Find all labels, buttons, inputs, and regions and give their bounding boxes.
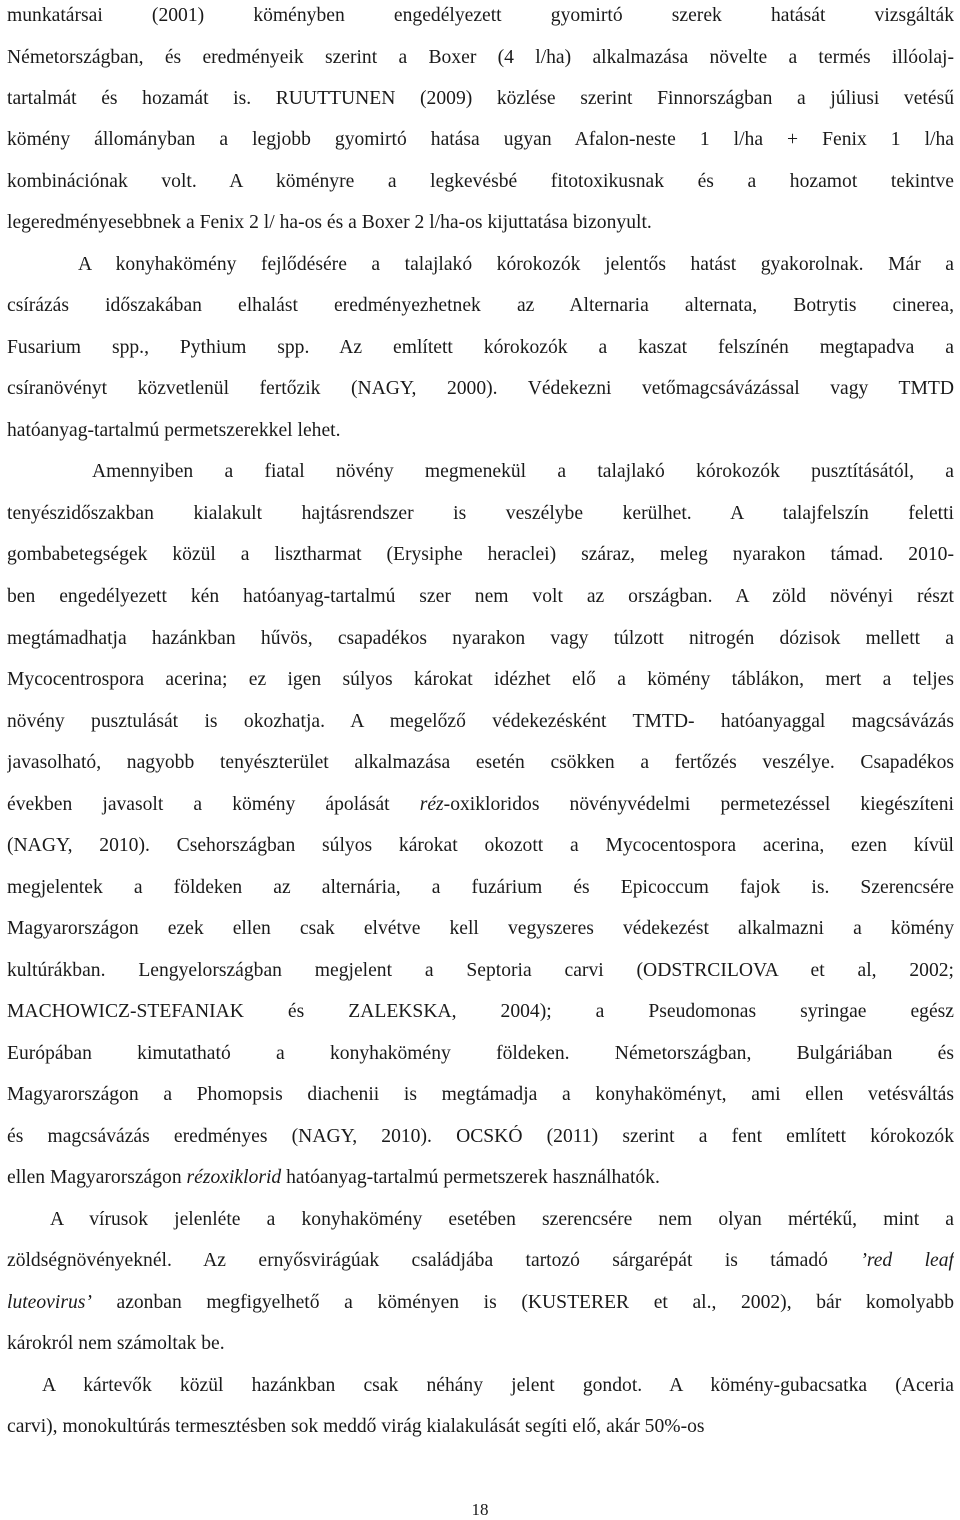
text-segment: tenyészidőszakban kialakult hajtásrendszer is veszélybe kerülhet. A talajfelszín feletti bbox=[7, 503, 954, 524]
text-segment: Mycocentrospora acerina; ez igen súlyos károkat idézhet elő a kömény táblákon, mert a teljes bbox=[7, 669, 954, 690]
text-line bbox=[7, 211, 954, 235]
text-segment: (NAGY, 2010). Csehországban súlyos károkat okozott a Mycocentospora acerina, ezen kívül bbox=[7, 835, 954, 856]
text-segment: legeredményesebbnek a Fenix 2 l/ ha-os és a Boxer 2 l/ha-os kijuttatása bizonyult. bbox=[7, 212, 652, 233]
text-line bbox=[7, 1125, 954, 1149]
text-line bbox=[7, 876, 954, 900]
text-line bbox=[7, 1000, 954, 1024]
text-line bbox=[78, 253, 954, 277]
page-number: 18 bbox=[471, 1500, 489, 1519]
text-segment: kultúrákban. Lengyelországban megjelent a Septoria carvi (ODSTRCILOVA et al, 2002; bbox=[7, 960, 954, 981]
text-segment: hatóanyag-tartalmú permetszerek használhatók. bbox=[281, 1167, 660, 1188]
text-segment: Magyarországon a Phomopsis diachenii is megtámadja a konyhaköményt, ami ellen vetésváltás bbox=[7, 1084, 954, 1105]
text-line bbox=[7, 1291, 954, 1315]
text-line bbox=[7, 585, 954, 609]
text-segment: Európában kimutatható a konyhakömény földeken. Németországban, Bulgáriában és bbox=[7, 1043, 954, 1064]
text-segment: károkról nem számoltak be. bbox=[7, 1333, 225, 1354]
text-line bbox=[7, 710, 954, 734]
text-line bbox=[92, 460, 954, 484]
text-line bbox=[7, 668, 954, 692]
text-segment: hatóanyag-tartalmú permetszerekkel lehet. bbox=[7, 420, 341, 441]
text-line bbox=[7, 959, 954, 983]
text-segment: megtámadhatja hazánkban hűvös, csapadékos nyarakon vagy túlzott nitrogén dózisok mellett a bbox=[7, 628, 954, 649]
text-line bbox=[7, 336, 954, 360]
text-segment: MACHOWICZ-STEFANIAK és ZALEKSKA, 2004); a Pseudomonas syringae egész bbox=[7, 1001, 954, 1022]
text-segment: csírázás időszakában elhalást eredményezhetnek az Alternaria alternata, Botrytis cinerea, bbox=[7, 295, 954, 316]
text-line bbox=[7, 1249, 954, 1273]
text-segment: azonban megfigyelhető a köményen is (KUSTERER et al., 2002), bár komolyabb bbox=[91, 1292, 954, 1313]
italic-term: réz bbox=[419, 794, 444, 815]
text-segment: gombabetegségek közül a lisztharmat (Erysiphe heraclei) száraz, meleg nyarakon támad. 2010- bbox=[7, 544, 954, 565]
text-segment: A kártevők közül hazánkban csak néhány jelent gondot. A kömény-gubacsatka (Aceria bbox=[42, 1375, 954, 1396]
text-line bbox=[7, 1415, 954, 1439]
text-line bbox=[7, 4, 954, 28]
text-line bbox=[7, 1332, 954, 1356]
text-line bbox=[7, 128, 954, 152]
text-segment: csíranövényt közvetlenül fertőzik (NAGY, 2000). Védekezni vetőmagcsávázással vagy TMTD bbox=[7, 378, 954, 399]
text-segment: -oxikloridos növényvédelmi permetezéssel kiegészíteni bbox=[443, 794, 954, 815]
text-segment: megjelentek a földeken az alternária, a fuzárium és Epicoccum fajok is. Szerencsére bbox=[7, 877, 954, 898]
text-segment: és magcsávázás eredményes (NAGY, 2010). OCSKÓ (2011) szerint a fent említett kórokozók bbox=[7, 1126, 954, 1147]
text-segment: zöldségnövényeknél. Az ernyősvirágúak családjába tartozó sárgarépát is támadó bbox=[7, 1250, 861, 1271]
text-segment: Fusarium spp., Pythium spp. Az említett kórokozók a kaszat felszínén megtapadva a bbox=[7, 337, 954, 358]
text-segment: kombinációnak volt. A köményre a legkevésbé fitotoxikusnak és a hozamot tekintve bbox=[7, 171, 954, 192]
text-line bbox=[7, 834, 954, 858]
text-segment: tartalmát és hozamát is. RUUTTUNEN (2009) közlése szerint Finnországban a júliusi vetésű bbox=[7, 88, 954, 109]
text-line bbox=[7, 87, 954, 111]
text-segment: Németországban, és eredményeik szerint a Boxer (4 l/ha) alkalmazása növelte a termés illóolaj- bbox=[7, 47, 954, 68]
text-line bbox=[7, 543, 954, 567]
text-line bbox=[7, 170, 954, 194]
text-line bbox=[7, 1083, 954, 1107]
text-segment: javasolható, nagyobb tenyészterület alkalmazása esetén csökken a fertőzés veszélye. Csapadékos bbox=[7, 752, 954, 773]
text-line bbox=[7, 46, 954, 70]
text-segment: Amennyiben a fiatal növény megmenekül a talajlakó kórokozók pusztításától, a bbox=[92, 461, 954, 482]
text-line bbox=[7, 1166, 954, 1190]
italic-term: rézoxiklorid bbox=[186, 1167, 282, 1188]
text-segment: carvi), monokultúrás termesztésben sok meddő virág kialakulását segíti elő, akár 50%-os bbox=[7, 1416, 705, 1437]
text-segment: ellen Magyarországon bbox=[7, 1167, 187, 1188]
text-line bbox=[7, 1042, 954, 1066]
text-line bbox=[7, 294, 954, 318]
text-segment: növény pusztulását is okozhatja. A megelőző védekezésként TMTD- hatóanyaggal magcsávázás bbox=[7, 711, 954, 732]
text-segment: kömény állományban a legjobb gyomirtó hatása ugyan Afalon-neste 1 l/ha + Fenix 1 l/ha bbox=[7, 129, 954, 150]
text-segment: ben engedélyezett kén hatóanyag-tartalmú szer nem volt az országban. A zöld növényi részt bbox=[7, 586, 954, 607]
italic-term: luteovirus’ bbox=[7, 1292, 92, 1313]
text-line bbox=[7, 793, 954, 817]
text-segment: Magyarországon ezek ellen csak elvétve kell vegyszeres védekezést alkalmazni a kömény bbox=[7, 918, 954, 939]
text-line bbox=[7, 419, 954, 443]
text-segment: A konyhakömény fejlődésére a talajlakó kórokozók jelentős hatást gyakorolnak. Már a bbox=[78, 254, 954, 275]
text-line bbox=[50, 1208, 954, 1232]
text-line bbox=[7, 502, 954, 526]
text-line bbox=[7, 751, 954, 775]
text-segment: munkatársai (2001) köményben engedélyezett gyomirtó szerek hatását vizsgálták bbox=[7, 5, 954, 26]
text-line bbox=[7, 627, 954, 651]
text-line bbox=[42, 1374, 954, 1398]
italic-term: ’red leaf bbox=[860, 1250, 954, 1271]
text-segment: években javasolt a kömény ápolását bbox=[7, 794, 420, 815]
text-line bbox=[7, 377, 954, 401]
text-line bbox=[7, 917, 954, 941]
text-segment: A vírusok jelenléte a konyhakömény esetében szerencsére nem olyan mértékű, mint a bbox=[50, 1209, 954, 1230]
